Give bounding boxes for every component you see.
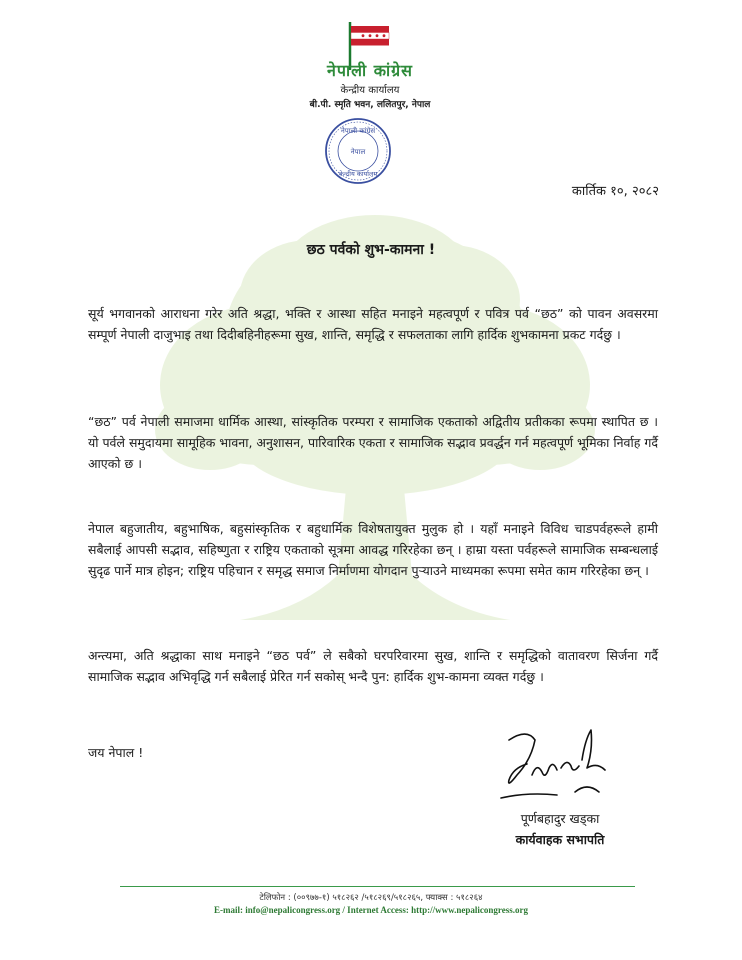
footer-phone: टेलिफोन : (००९७७-१) ५१८२६२ /५१८२६९/५१८२६५, फ्याक्स : ५१८२६४ bbox=[259, 893, 483, 903]
paragraph-4: अन्त्यमा, अति श्रद्धाका साथ मनाइने “छठ पर्व” ले सबैको घरपरिवारमा सुख, शान्ति र समृद्धिको वातावरण सिर्जना गर्दै सामाजिक सद्भाव अभिवृद्धि गर्न सबैलाई प्रेरित गर्न सकोस् भन्दै पुन: हार्दिक शुभ-कामना व्यक्त गर्दछु । bbox=[88, 648, 658, 684]
letter-title: छठ पर्वको शुभ-कामना ! bbox=[306, 242, 436, 258]
paragraph-1: सूर्य भगवानको आराधना गरेर अति श्रद्धा, भक्ति र आस्था सहित मनाइने महत्वपूर्ण र पवित्र पर्व “छठ” को पावन अवसरमा सम्पूर्ण नेपाली दाजुभाइ तथा दिदीबहिनीहरूमा सुख, शान्ति, समृद्धि र सफलताका लागि हार्दिक शुभकामना प्रकट गर्दछु । bbox=[88, 306, 658, 342]
office-seal bbox=[323, 116, 393, 186]
seal-top-text: नेपाली कांग्रेस bbox=[340, 127, 376, 135]
office-address: बी.पी. स्मृति भवन, ललितपुर, नेपाल bbox=[309, 100, 431, 110]
seal-middle-text: नेपाल bbox=[350, 148, 366, 156]
footer-web-contact: E-mail: info@nepalicongress.org / Internet Access: http://www.nepalicongress.org bbox=[213, 905, 529, 915]
party-name: नेपाली कांग्रेस bbox=[327, 61, 413, 80]
closing-greeting: जय नेपाल ! bbox=[88, 745, 144, 760]
paragraph-2: “छठ” पर्व नेपाली समाजमा धार्मिक आस्था, सांस्कृतिक परम्परा र सामाजिक एकताको अद्वितीय प्रतीकका रूपमा स्थापित छ । यो पर्वले समुदायमा सामूहिक भावना, अनुशासन, पारिवारिक एकता र सामाजिक सद्भाव प्रवर्द्धन गर्न महत्वपूर्ण भूमिका निर्वाह गर्दै आएको छ । bbox=[88, 414, 659, 471]
seal-bottom-text: केन्द्रीय कार्यालय bbox=[338, 170, 378, 178]
signer-name: पूर्णबहादुर खड्का bbox=[520, 811, 600, 826]
office-name: केन्द्रीय कार्यालय bbox=[340, 85, 400, 96]
paragraph-3: नेपाल बहुजातीय, बहुभाषिक, बहुसांस्कृतिक र बहुधार्मिक विशेषतायुक्त मुलुक हो । यहाँ मनाइने विविध चाडपर्वहरूले हामी सबैलाई आपसी सद्भाव, सहिष्णुता र राष्ट्रिय एकताको सूत्रमा आवद्ध गरिरहेका छन् । हाम्रा यस्ता पर्वहरूले सामाजिक सम्बन्धलाई सुदृढ पार्ने मात्र होइन; राष्ट्रिय पहिचान र समृद्ध समाज निर्माणमा योगदान पुऱ्याउने माध्यमका रूपमा समेत काम गरिरहेका छन् । bbox=[88, 521, 658, 578]
signer-title: कार्यवाहक सभापति bbox=[515, 832, 605, 847]
handwritten-signature bbox=[487, 720, 617, 810]
letter-date: कार्तिक १०, २०८२ bbox=[571, 184, 659, 199]
footer-divider bbox=[120, 886, 635, 887]
